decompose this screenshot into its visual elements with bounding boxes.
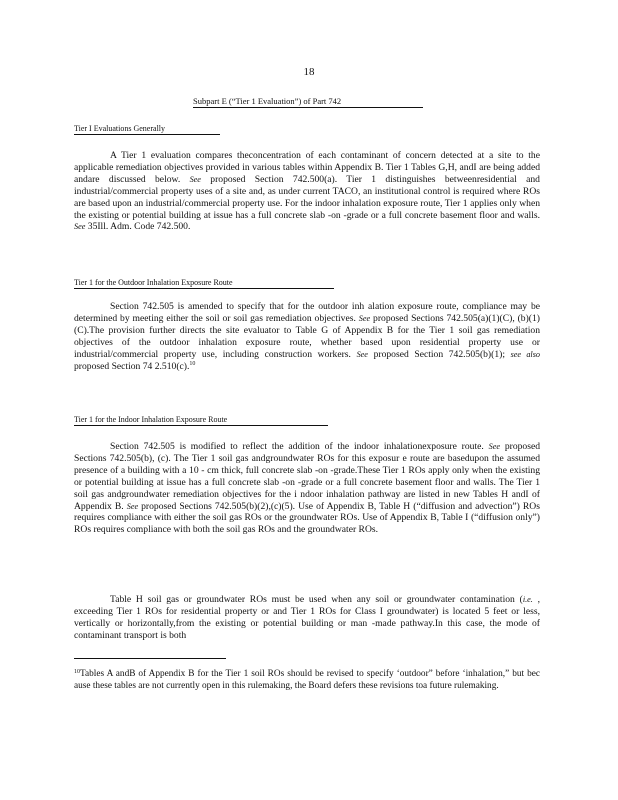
paragraph-text: proposed Section 742.505(b)(1); <box>367 348 505 360</box>
paragraph-text: proposed Section 742.500(a). Tier 1 distinguishes betweenresidential and industrial/commercial property uses of a site and, as under current TACO, an institutional control is required where ROs are based upon an industrial/commercial property use. For the indoor inhalation exposure route, Tier 1 applies only when the existing or potential building at issue has a full concrete slab -on -grade or a full concrete basement floor and walls. <box>74 173 540 221</box>
section-heading-outdoor-inhalation: Tier 1 for the Outdoor Inhalation Exposure Route <box>74 278 334 289</box>
citation-signal: See <box>358 313 371 323</box>
footnote-text: Tables A andB of Appendix B for the Tier 1 soil ROs should be revised to specify ‘outdoor” before ‘inhalation,” but bec ause these tables are not currently open in this rulemaking, the Board defers these revisions toa future rulemaking. <box>74 669 540 691</box>
paragraph-text: Section 742.505 is amended to specify that for the outdoor inh alation exposure route, compliance may be determined by meeting either the soil or soil gas remediation objectives. <box>74 301 540 324</box>
citation-signal: See <box>126 501 139 511</box>
citation-signal: See <box>356 349 368 359</box>
page-number: 18 <box>303 66 315 78</box>
citation-signal: See <box>189 174 201 184</box>
paragraph-text: proposed Sections 742.505(b), (c). The Tier 1 soil gas andgroundwater ROs for this exposur e route are basedupon the assumed presence of a building with a 10 - cm thick, full concrete slab -on -grade.These Tier 1 ROs apply only when the existing or potential building at issue has a full concrete slab -on -grade or a full concrete basement floor and walls. The Tier 1 soil gas andgroundwater remediation objectives for the i ndoor inhalation pathway are listed in new Tables H andI of Appendix B. <box>74 441 541 512</box>
paragraph-text: , exceeding Tier 1 ROs for residential property or and Tier 1 ROs for Class I groundwater) is located 5 feet or less, vertically or horizontally,from the existing or potential building or man -made pathway.In this case, the mode of contaminant transport is both <box>74 594 540 641</box>
document-title: Subpart E (“Tier 1 Evaluation”) of Part 742 <box>193 96 423 108</box>
citation-signal: See <box>74 222 86 232</box>
citation-signal: See <box>488 442 501 451</box>
paragraph-text: proposed Section 74 2.510(c). <box>74 360 190 372</box>
paragraph-text: Section 742.505 is modified to reflect the addition of the indoor inhalationexposure route. <box>110 441 484 452</box>
paragraph-text: 35Ill. Adm. Code 742.500. <box>85 221 191 233</box>
paragraph-table-h <box>74 594 540 642</box>
paragraph-text: A Tier 1 evaluation compares theconcentration of each contaminant of concern detected at a site to the applicable remediation objectives provided in various tables within Appendix B. Tier 1 Tables G,H, andI are being added andare discussed below. <box>74 150 540 185</box>
paragraph-indoor-inhalation <box>74 441 540 536</box>
paragraph-text: proposed Sections 742.505(a)(1)(C), (b)(1)(C).The provision further directs the site evaluator to Table G of Appendix B for the Tier 1 soil gas remediation objectives of the outdoor inhalation exposure route, whether based upon residential property use or industrial/commercial property use, including construction workers. <box>74 312 540 360</box>
paragraph-tier-1-evaluations <box>74 150 540 233</box>
footnote <box>74 669 540 693</box>
footnote-divider <box>74 658 226 659</box>
section-heading-indoor-inhalation: Tier 1 for the Indoor Inhalation Exposure Route <box>74 415 328 426</box>
paragraph-outdoor-inhalation <box>74 301 540 372</box>
footnote-reference: 10 <box>189 360 196 367</box>
paragraph-text: proposed Sections 742.505(b)(2),(c)(5). Use of Appendix B, Table H (“diffusion and advection”) ROs requires compliance with either the soil gas ROs or the groundwater ROs. Use of Appendix B, Table I (“diffusion only”) ROs requires compliance with both the soil gas ROs and the groundwater ROs. <box>74 500 540 536</box>
citation-signal: see also <box>510 349 540 359</box>
footnote-number: 10 <box>74 669 80 675</box>
paragraph-text: Table H soil gas or groundwater ROs must be used when any soil or groundwater contamination ( <box>110 594 523 605</box>
abbreviation-ie: i.e. <box>522 595 533 604</box>
section-heading-tier-1-evaluations: Tier I Evaluations Generally <box>74 124 220 135</box>
